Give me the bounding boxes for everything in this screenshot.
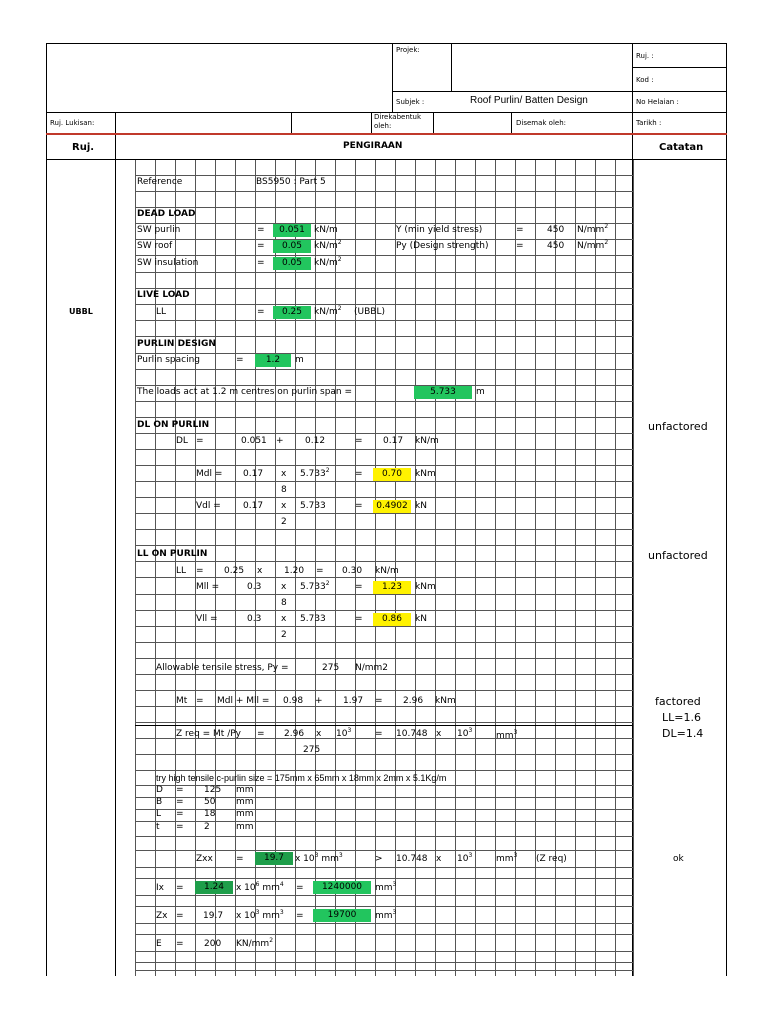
grid-hline	[135, 722, 633, 723]
e-unit: $KN/mm^2$	[236, 937, 274, 949]
grid-vline	[135, 160, 136, 976]
eq-sign: =	[236, 854, 244, 864]
header-border-left	[46, 43, 47, 160]
vll-result: 0.86	[373, 613, 411, 626]
times-sign: x	[436, 729, 442, 739]
grid-hline	[135, 191, 633, 192]
ok-note: ok	[673, 854, 684, 864]
dim-unit: mm	[236, 797, 254, 807]
dim-value: 125	[204, 785, 222, 795]
vdl-unit: kN	[415, 501, 427, 511]
ll-value: 0.25	[273, 306, 311, 319]
py-label: Py (Design strength)	[396, 241, 489, 251]
vll-span: 5.733	[300, 614, 326, 624]
header-divider-projek	[392, 43, 393, 112]
dl-unit: kN/m	[415, 436, 439, 446]
grid-vline	[155, 160, 156, 976]
stress-value: 275	[322, 663, 340, 673]
reference-value: BS5950 : Part 5	[256, 177, 326, 187]
mt-c: 2.96	[403, 696, 424, 706]
ll2-v1: 0.25	[224, 566, 245, 576]
live-load-heading: LIVE LOAD	[137, 290, 190, 300]
header-divider-lukisan	[115, 112, 116, 160]
direkabentuk-label: Direkabentuk oleh:	[374, 113, 422, 130]
header-divider-ruj	[632, 43, 633, 160]
unit-nmm2: $N/mm^2$	[577, 223, 609, 235]
dl-on-purlin-heading: DL ON PURLIN	[137, 420, 210, 430]
ll2-v2: 1.20	[284, 566, 305, 576]
mdl-span: 5.733$^2$	[300, 467, 330, 479]
zreq-ten2: $10^3$	[457, 727, 473, 739]
grid-hline	[135, 594, 633, 595]
eq-sign: =	[176, 939, 184, 949]
eq-sign: =	[355, 582, 363, 592]
plus-sign: +	[276, 436, 284, 446]
eq-sign: =	[176, 883, 184, 893]
grid-hline	[135, 878, 633, 879]
header-divider-a	[291, 112, 292, 133]
dl-total: 0.17	[383, 436, 404, 446]
grid-hline	[135, 561, 633, 562]
grid-hline	[135, 320, 633, 321]
eq-sign: =	[176, 797, 184, 807]
span-text: The loads act at 1.2 m centres on purlin span =	[137, 387, 353, 397]
grid-hline	[135, 754, 633, 755]
subjek-value: Roof Purlin/ Batten Design	[470, 95, 588, 106]
grid-hline	[135, 545, 633, 546]
grid-vline	[475, 160, 476, 976]
grid-hline	[135, 497, 633, 498]
grid-hline	[135, 923, 633, 924]
header-hline-ruj	[632, 67, 727, 68]
ll-unit: $kN/m^2$	[314, 305, 342, 317]
dim-value: 18	[204, 809, 216, 819]
unit-knm2: $kN/m^2$	[314, 239, 342, 251]
separator-double-line	[135, 725, 633, 726]
dim-unit: mm	[236, 822, 254, 832]
zxx-value: 19.7	[255, 852, 293, 865]
mt-unit: kNm	[435, 696, 456, 706]
mt-b: 1.97	[343, 696, 364, 706]
grid-hline	[135, 706, 633, 707]
grid-hline	[135, 626, 633, 627]
grid-hline	[135, 481, 633, 482]
grid-hline	[135, 433, 633, 434]
times-sign: x	[316, 729, 322, 739]
times-sign: x	[257, 566, 263, 576]
header-divider-projek2	[451, 43, 452, 91]
unit-nmm2: $N/mm^2$	[577, 239, 609, 251]
header-border-top	[46, 43, 727, 44]
grid-hline	[135, 951, 633, 952]
eq-sign: =	[355, 501, 363, 511]
grid-hline	[135, 417, 633, 418]
tarikh-label: Tarikh :	[636, 119, 662, 127]
reference-label: Reference	[137, 177, 183, 187]
grid-hline	[135, 934, 633, 935]
times-sign: x	[281, 469, 287, 479]
ix-full-value: 1240000	[313, 881, 371, 894]
grid-vline	[633, 160, 634, 976]
ll-on-purlin-heading: LL ON PURLIN	[137, 549, 208, 559]
gt-sign: >	[375, 854, 383, 864]
disemak-label: Disemak oleh:	[516, 119, 567, 127]
unit-m: m	[476, 387, 485, 397]
column-catatan: Catatan	[659, 142, 704, 153]
dim-label: D	[156, 785, 163, 795]
grid-hline	[135, 207, 633, 208]
vdl-label: Vdl =	[196, 501, 221, 511]
eq-sign: =	[316, 566, 324, 576]
eq-sign: =	[176, 809, 184, 819]
eq-sign: =	[375, 729, 383, 739]
zxx-mm3: $mm^3$	[496, 852, 518, 864]
body-border-left	[46, 160, 47, 976]
zx-unit: x $10^3$ $mm^3$	[236, 909, 284, 921]
vdl-span: 5.733	[300, 501, 326, 511]
grid-hline	[135, 690, 633, 691]
eq-sign: =	[355, 614, 363, 624]
py-value: 450	[547, 241, 565, 251]
header-hline-columns	[46, 159, 727, 160]
mt-a: 0.98	[283, 696, 304, 706]
eq-sign: =	[236, 355, 244, 365]
section-try-text: try high tensile c-purlin size = 175mm x 65mm x 18mm x 2mm x 5.1Kg/m	[156, 773, 447, 783]
sw-roof-label: SW roof	[137, 241, 173, 251]
column-ruj: Ruj.	[72, 142, 95, 153]
purlin-spacing-value: 1.2	[255, 354, 291, 367]
unfactored-note-2: unfactored	[648, 549, 708, 562]
eq-sign: =	[257, 225, 265, 235]
header-hline-subjek	[392, 91, 727, 92]
dim-unit: mm	[236, 785, 254, 795]
mll-div: 8	[281, 598, 287, 608]
eq-sign: =	[296, 883, 304, 893]
eq-sign: =	[257, 729, 265, 739]
grid-hline	[135, 642, 633, 643]
mll-result: 1.23	[373, 581, 411, 594]
times-sign: x	[281, 501, 287, 511]
zreq-result: 10.748	[396, 729, 428, 739]
mdl-w: 0.17	[243, 469, 264, 479]
ll-note: (UBBL)	[354, 307, 385, 317]
zreq-den: 275	[303, 745, 321, 755]
factored-note: factored	[655, 695, 701, 708]
stress-unit: N/mm2	[355, 663, 389, 673]
ruj-lukisan-label: Ruj. Lukisan:	[50, 119, 95, 127]
times-sign: x	[436, 854, 442, 864]
vll-label: Vll =	[196, 614, 218, 624]
grid-hline	[135, 272, 633, 273]
e-label: E	[156, 939, 162, 949]
subjek-label: Subjek :	[396, 98, 425, 106]
eq-sign: =	[375, 696, 383, 706]
purlin-span-value: 5.733	[414, 386, 472, 399]
ll2-label: LL	[176, 566, 187, 576]
zreq-compare: 10.748	[396, 854, 428, 864]
ll-label: LL	[156, 307, 167, 317]
mll-span: 5.733$^2$	[300, 580, 330, 592]
grid-hline	[135, 513, 633, 514]
ix-value: 1.24	[195, 881, 233, 894]
vdl-w: 0.17	[243, 501, 264, 511]
grid-hline	[135, 255, 633, 256]
grid-hline	[135, 449, 633, 450]
mdl-result: 0.70	[373, 468, 411, 481]
grid-hline	[135, 906, 633, 907]
sw-purlin-value: 0.051	[273, 224, 311, 237]
header-divider-c	[433, 112, 434, 133]
ruj-label: Ruj. :	[636, 52, 654, 60]
sw-insulation-label: SW insulation	[137, 258, 199, 268]
dim-unit: mm	[236, 809, 254, 819]
grid-hline	[135, 336, 633, 337]
eq-sign: =	[355, 436, 363, 446]
y-value: 450	[547, 225, 565, 235]
dim-value: 50	[204, 797, 216, 807]
eq-sign: =	[355, 469, 363, 479]
unit-m: m	[295, 355, 304, 365]
mll-w: 0.3	[247, 582, 262, 592]
dl-factor-note: DL=1.4	[662, 727, 704, 740]
grid-hline	[135, 895, 633, 896]
dim-label: L	[156, 809, 162, 819]
grid-hline	[135, 353, 633, 354]
ll-factor-note: LL=1.6	[662, 711, 701, 724]
sw-roof-value: 0.05	[273, 240, 311, 253]
grid-hline	[135, 369, 633, 370]
dl-v2: 0.12	[305, 436, 326, 446]
grid-vline	[575, 160, 576, 976]
y-label: Y (min yield stress)	[396, 225, 483, 235]
ll2-total: 0.30	[342, 566, 363, 576]
vll-div: 2	[281, 630, 287, 640]
header-divider-b	[371, 112, 372, 133]
dead-load-heading: DEAD LOAD	[137, 209, 196, 219]
grid-hline	[135, 867, 633, 868]
sw-insulation-value: 0.05	[273, 257, 311, 270]
ll2-unit: kN/m	[375, 566, 399, 576]
mll-label: Mll =	[196, 582, 220, 592]
eq-sign: =	[196, 566, 204, 576]
ix-full-unit: $mm^3$	[375, 881, 397, 893]
vdl-result: 0.4902	[373, 500, 411, 513]
eq-sign: =	[257, 258, 265, 268]
grid-hline	[135, 529, 633, 530]
grid-hline	[135, 658, 633, 659]
ubbl-note: UBBL	[69, 307, 93, 316]
grid-hline	[135, 610, 633, 611]
plus-sign: +	[315, 696, 323, 706]
zreq-unit: $mm^3$	[496, 729, 518, 741]
grid-vline	[615, 160, 616, 976]
grid-hline	[135, 850, 633, 851]
zx-full-unit: $mm^3$	[375, 909, 397, 921]
unit-knm: kN/m	[314, 225, 338, 235]
eq-sign: =	[257, 307, 265, 317]
purlin-design-heading: PURLIN DESIGN	[137, 339, 216, 349]
no-helaian-label: No Helaian :	[636, 98, 679, 106]
mdl-unit: kNm	[415, 469, 436, 479]
dim-value: 2	[204, 822, 210, 832]
purlin-spacing-label: Purlin spacing	[137, 355, 201, 365]
ix-unit: x $10^6$ $mm^4$	[236, 881, 284, 893]
eq-sign: =	[257, 241, 265, 251]
vll-unit: kN	[415, 614, 427, 624]
grid-hline	[135, 465, 633, 466]
zxx-label: Zxx	[196, 854, 213, 864]
header-border-right	[726, 43, 727, 160]
projek-label: Projek:	[396, 46, 420, 54]
eq-sign: =	[296, 911, 304, 921]
dl-v1: 0.051	[241, 436, 267, 446]
ix-label: Ix	[156, 883, 164, 893]
mdl-div: 8	[281, 485, 287, 495]
grid-hline	[135, 836, 633, 837]
dl-label: DL	[176, 436, 188, 446]
grid-hline	[135, 770, 633, 771]
zx-value: 19.7	[203, 911, 224, 921]
grid-hline	[135, 962, 633, 963]
eq-sign: =	[196, 436, 204, 446]
grid-vline	[595, 160, 596, 976]
unfactored-note-1: unfactored	[648, 420, 708, 433]
body-divider-ruj	[115, 160, 116, 976]
mt-eq: Mdl + Mll =	[217, 696, 270, 706]
zxx-ten: $10^3$	[457, 852, 473, 864]
eq-sign: =	[196, 696, 204, 706]
grid-hline	[135, 401, 633, 402]
zxx-unit: x $10^3$ $mm^3$	[295, 852, 343, 864]
vdl-div: 2	[281, 517, 287, 527]
stress-text: Allowable tensile stress, Py =	[156, 663, 289, 673]
mdl-label: Mdl =	[196, 469, 223, 479]
unit-knm2: $kN/m^2$	[314, 256, 342, 268]
times-sign: x	[281, 614, 287, 624]
column-pengiraan: PENGIRAAN	[343, 141, 403, 151]
grid-vline	[215, 160, 216, 976]
e-value: 200	[204, 939, 222, 949]
zreq-tag: (Z req)	[536, 854, 567, 864]
body-border-right	[726, 160, 727, 976]
grid-hline	[135, 970, 633, 971]
vll-w: 0.3	[247, 614, 262, 624]
eq-sign: =	[516, 241, 524, 251]
eq-sign: =	[176, 822, 184, 832]
times-sign: x	[281, 582, 287, 592]
header-red-rule	[46, 133, 727, 135]
dim-label: t	[156, 822, 160, 832]
grid-hline	[135, 304, 633, 305]
header-divider-d	[511, 112, 512, 133]
eq-sign: =	[516, 225, 524, 235]
sw-purlin-label: SW purlin	[137, 225, 181, 235]
zreq-mt: 2.96	[284, 729, 305, 739]
grid-vline	[455, 160, 456, 976]
grid-hline	[135, 288, 633, 289]
mll-unit: kNm	[415, 582, 436, 592]
grid-hline	[135, 175, 633, 176]
kod-label: Kod :	[636, 76, 654, 84]
zx-full-value: 19700	[313, 909, 371, 922]
mt-label: Mt	[176, 696, 188, 706]
dim-label: B	[156, 797, 163, 807]
eq-sign: =	[176, 911, 184, 921]
zreq-label: Z req = Mt /Py	[176, 729, 241, 739]
zreq-ten: $10^3$	[336, 727, 352, 739]
eq-sign: =	[176, 785, 184, 795]
zx-label: Zx	[156, 911, 168, 921]
